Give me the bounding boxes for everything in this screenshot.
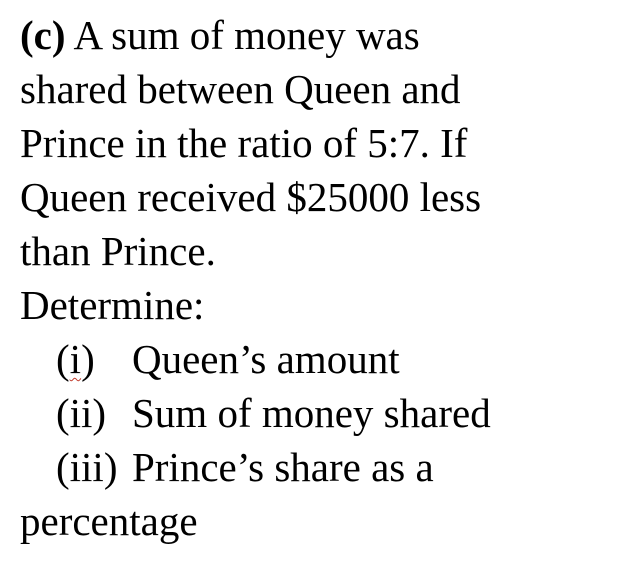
sub-item-label: (ii) [56,390,107,436]
sub-item-label: (iii) [56,444,118,490]
continuation-line: percentage [20,498,198,544]
question-text-line: A sum of money was [73,12,420,58]
question-line-1 [20,8,620,62]
question-text [20,8,620,548]
question-line-3: Prince in the ratio of 5:7. If [20,120,468,166]
determine-label: Determine: [20,282,205,328]
question-line-5: than Prince. [20,228,216,274]
sub-item-text: Sum of money shared [132,390,491,436]
sub-item-text: Prince’s share as a [132,444,434,490]
sub-item-text: Queen’s amount [132,336,400,382]
sub-item-label: (i) [56,336,95,382]
part-label: (c) [20,12,66,58]
question-line-4: Queen received $25000 less [20,174,482,220]
spellcheck-squiggle: i [69,336,82,382]
question-line-2: shared between Queen and [20,66,461,112]
sub-item-iii [20,440,620,494]
sub-item-i [20,332,620,386]
sub-item-ii [20,386,620,440]
